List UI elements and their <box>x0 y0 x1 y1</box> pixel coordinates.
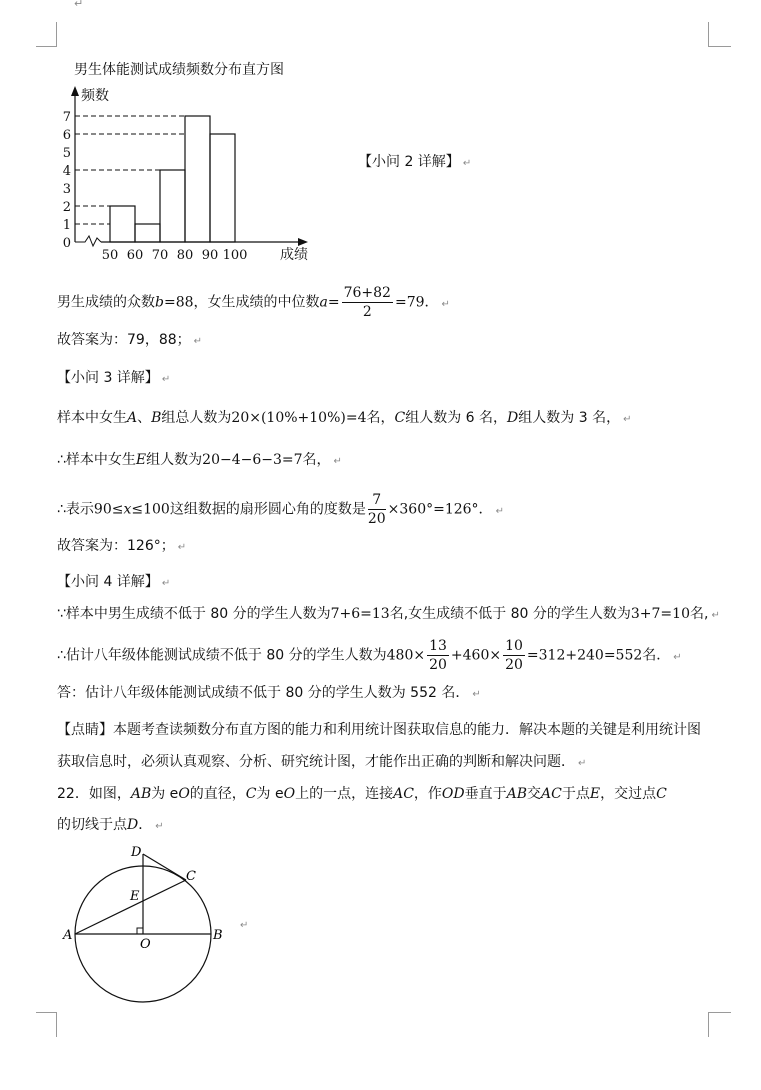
fraction-male: $\frac{13}{20}$ <box>429 638 447 673</box>
answer-line-mode-median: 男生成绩的众数b=88，女生成绩的中位数a= $\frac{76+82}{2}$ =79． ↵ <box>57 285 450 320</box>
bar-50-60 <box>110 206 135 242</box>
bar-70-80 <box>160 170 185 242</box>
paragraph-mark: ↵ <box>74 0 84 10</box>
y-axis-label: 频数 <box>81 88 109 104</box>
x-tick-label-80: 80 <box>176 248 194 262</box>
answer-line-angle: ∴表示90≤x≤100这组数据的扇形圆心角的度数是 $\frac{7}{20}$ ×360°=126°． ↵ <box>57 492 504 527</box>
y-tick-label-1: 1 <box>62 218 71 233</box>
y-tick-label-5: 5 <box>62 146 71 161</box>
answer-line-group-e: ∴样本中女生E组人数为20−4−6−3=7名， ↵ <box>57 452 342 468</box>
label-d: D <box>131 845 142 860</box>
y-tick-label-0: 0 <box>62 236 71 251</box>
crop-mark-top-left <box>36 22 57 47</box>
label-o: O <box>140 937 151 952</box>
axis-break <box>75 236 101 246</box>
x-tick-label-70: 70 <box>151 248 169 262</box>
circle-geometry-figure <box>60 842 260 1007</box>
y-tick-label-3: 3 <box>62 182 71 197</box>
label-e: E <box>130 889 140 904</box>
subq4-heading: 【小问 4 详解】 ↵ <box>57 574 171 590</box>
x-tick-label-50: 50 <box>101 248 119 262</box>
crop-mark-bottom-left <box>36 1012 57 1037</box>
y-tick-label-7: 7 <box>62 110 71 125</box>
label-a: A <box>63 928 73 943</box>
label-b: B <box>213 928 223 943</box>
y-axis-arrow <box>71 86 79 96</box>
bar-90-100 <box>210 134 235 242</box>
answer-line-groups: 样本中女生A、B组总人数为20×(10%+10%)=4名，C组人数为 6 名，D组人数为 3 名， ↵ <box>57 410 632 426</box>
fraction-angle: $\frac{7}{20}$ <box>367 492 386 527</box>
y-tick-label-6: 6 <box>62 128 71 143</box>
x-tick-label-90: 90 <box>201 248 219 262</box>
crop-mark-bottom-right <box>708 1012 731 1037</box>
y-tick-label-4: 4 <box>62 164 71 179</box>
fraction-median: $\frac{76+82}{2}$ <box>343 285 391 320</box>
crop-mark-top-right <box>708 22 731 47</box>
right-angle-mark <box>137 928 143 934</box>
label-c: C <box>186 869 196 884</box>
problem-22-line-2: 的切线于点D． ↵ <box>57 817 164 833</box>
answer-line-q2: 故答案为：79，88； ↵ <box>57 332 203 348</box>
chart-title: 男生体能测试成绩频数分布直方图 <box>74 62 284 78</box>
fraction-female: $\frac{10}{20}$ <box>505 638 523 673</box>
histogram-chart <box>60 80 320 262</box>
x-axis-arrow <box>298 238 308 246</box>
bar-80-90 <box>185 116 210 242</box>
bar-60-70 <box>135 224 160 242</box>
subq2-heading: 【小问 2 详解】 ↵ <box>358 154 472 170</box>
answer-line-counts: ∵样本中男生成绩不低于 80 分的学生人数为7+6=13名,女生成绩不低于 80 分的学生人数为3+7=10名, ↵ <box>57 606 720 622</box>
answer-line-q3: 故答案为：126°； ↵ <box>57 538 187 554</box>
problem-22-line-1: 22．如图，AB为 eO的直径，C为 eO上的一点，连接AC，作OD垂直于AB交AC于点E，交过点C <box>57 786 667 802</box>
x-tick-label-100: 100 <box>222 248 248 262</box>
answer-line-estimate: ∴估计八年级体能测试成绩不低于 80 分的学生人数为480× $\frac{13}{20}$ +460× $\frac{10}{20}$ =312+240=552名． ↵ <box>57 638 682 673</box>
tangent-dc <box>143 854 186 880</box>
figure-return-mark: ↵ <box>240 920 249 931</box>
x-axis-label: 成绩 <box>280 247 308 262</box>
comment-line-2: 获取信息时，必须认真观察、分析、研究统计图，才能作出正确的判断和解决问题． ↵ <box>57 754 587 770</box>
y-tick-label-2: 2 <box>62 200 71 215</box>
comment-line-1: 【点睛】本题考查读频数分布直方图的能力和利用统计图获取信息的能力．解决本题的关键是利用统计图 <box>57 722 701 738</box>
final-answer-line: 答：估计八年级体能测试成绩不低于 80 分的学生人数为 552 名． ↵ <box>57 685 481 701</box>
x-tick-label-60: 60 <box>126 248 144 262</box>
subq3-heading: 【小问 3 详解】 ↵ <box>57 370 171 386</box>
